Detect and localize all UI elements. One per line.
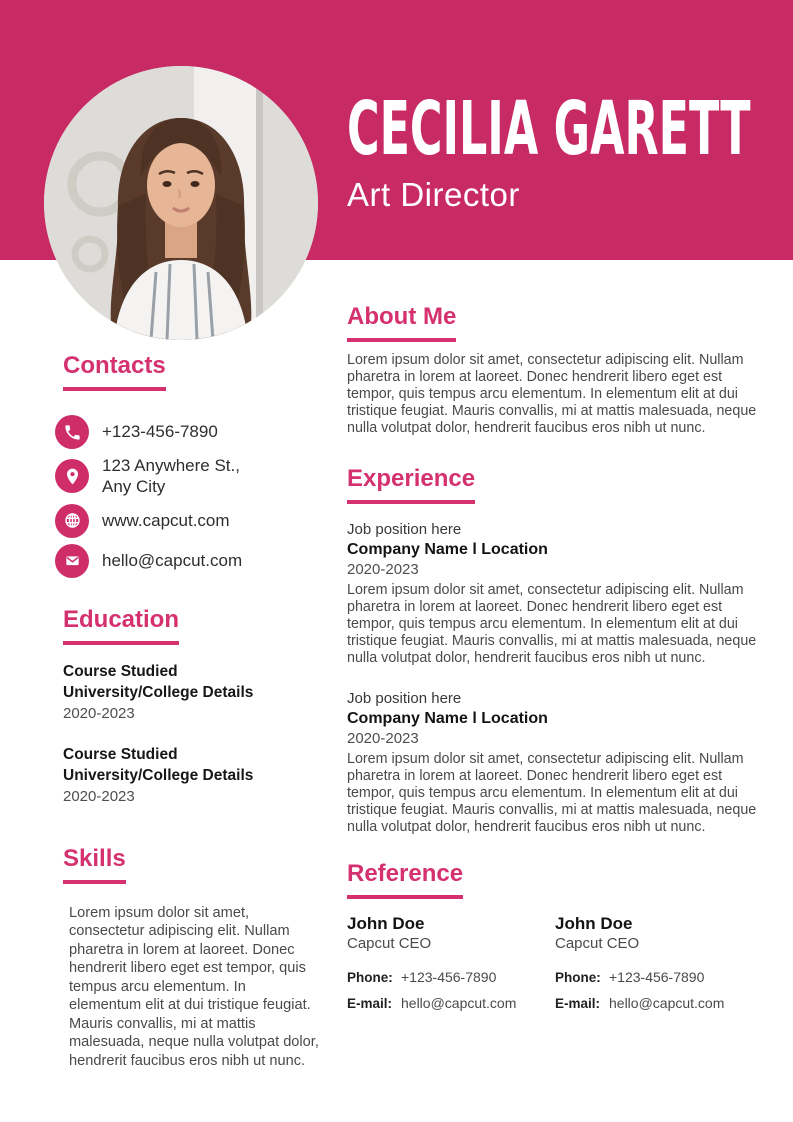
contact-phone-text: +123-456-7890: [102, 422, 218, 442]
reference-entry: [347, 913, 555, 1020]
person-title: Art Director: [347, 176, 520, 213]
job-years: 2020-2023: [347, 730, 419, 747]
reference-role: Capcut CEO: [555, 935, 640, 952]
education-course: Course Studied: [63, 662, 178, 680]
education-school: University/College Details: [63, 766, 254, 784]
globe-icon: [55, 504, 89, 538]
experience-entry: [347, 689, 769, 836]
about-heading: About Me: [347, 303, 456, 342]
header: [347, 86, 793, 214]
experience-entry: [347, 520, 769, 667]
contacts-heading: Contacts: [63, 352, 166, 391]
reference-email-row: [555, 994, 769, 1013]
education-entry: [63, 744, 325, 807]
contact-address-text: 123 Anywhere St., Any City: [102, 456, 240, 497]
contact-item-address: [55, 455, 325, 498]
skills-heading: Skills: [63, 845, 126, 884]
phone-label: Phone:: [555, 970, 601, 985]
skills-text: Lorem ipsum dolor sit amet, consectetur adipiscing elit. Nullam pharetra in lorem at laoreet. Donec hendrerit libero eget est tempor, quis tempus arcu elementum. In elementum elit at dui tristique feugiat. Mauris convallis, mi at mattis malesuada, neque nulla volutpat dolor, hendrerit faucibus eros nibh ut nunc.: [69, 904, 319, 1069]
email-value: hello@capcut.com: [609, 995, 725, 1011]
job-position: Job position here: [347, 690, 462, 707]
reference-contacts: [347, 968, 555, 1013]
reference-phone-row: [347, 968, 555, 987]
contact-item-website: [55, 504, 325, 538]
experience-heading: Experience: [347, 465, 475, 504]
job-description: Lorem ipsum dolor sit amet, consectetur adipiscing elit. Nullam pharetra in lorem at laoreet. Donec hendrerit libero eget est tempor, quis tempus arcu elementum. In elementum elit at dui tristique feugiat. Mauris convallis, mi at mattis malesuada, neque nulla volutpat dolor, hendrerit faucibus eros nibh ut nunc.: [347, 582, 757, 666]
phone-value: +123-456-7890: [401, 969, 497, 985]
phone-label: Phone:: [347, 970, 393, 985]
education-course: Course Studied: [63, 745, 178, 763]
education-years: 2020-2023: [63, 704, 135, 722]
person-name: CECILIA GARETT: [347, 86, 751, 172]
email-label: E-mail:: [347, 996, 393, 1011]
profile-photo-graphic: [44, 66, 318, 340]
about-section: [347, 295, 769, 437]
education-list: [63, 661, 325, 807]
education-heading: Education: [63, 606, 179, 645]
job-company: Company Name l Location: [347, 541, 548, 558]
contact-item-email: [55, 544, 325, 578]
reference-email-row: [347, 994, 555, 1013]
job-description: Lorem ipsum dolor sit amet, consectetur adipiscing elit. Nullam pharetra in lorem at laoreet. Donec hendrerit libero eget est tempor, quis tempus arcu elementum. In elementum elit at dui tristique feugiat. Mauris convallis, mi at mattis malesuada, neque nulla volutpat dolor, hendrerit faucibus eros nibh ut nunc.: [347, 751, 757, 835]
reference-role: Capcut CEO: [347, 935, 432, 952]
reference-section: [347, 836, 769, 1020]
location-icon: [55, 459, 89, 493]
reference-heading: Reference: [347, 860, 463, 899]
job-years: 2020-2023: [347, 561, 419, 578]
email-value: hello@capcut.com: [401, 995, 517, 1011]
reference-entry: [555, 913, 769, 1020]
phone-value: +123-456-7890: [609, 969, 705, 985]
main-column: [347, 295, 769, 1020]
phone-icon: [55, 415, 89, 449]
job-position: Job position here: [347, 521, 462, 538]
reference-list: [347, 913, 769, 1020]
email-icon: [55, 544, 89, 578]
reference-name: John Doe: [347, 914, 425, 933]
sidebar: [63, 352, 325, 1070]
experience-section: [347, 437, 769, 836]
about-text: Lorem ipsum dolor sit amet, consectetur adipiscing elit. Nullam pharetra in lorem at laoreet. Donec hendrerit libero eget est tempor, quis tempus arcu elementum. In elementum elit at dui tristique feugiat. Mauris convallis, mi at mattis malesuada, neque nulla volutpat dolor, hendrerit faucibus eros nibh ut nunc.: [347, 352, 757, 436]
reference-phone-row: [555, 968, 769, 987]
profile-photo: [44, 66, 318, 340]
skills-section: [63, 827, 325, 1071]
contact-item-phone: [55, 415, 325, 449]
education-school: University/College Details: [63, 683, 254, 701]
job-company: Company Name l Location: [347, 710, 548, 727]
email-label: E-mail:: [555, 996, 601, 1011]
contact-email-text: hello@capcut.com: [102, 550, 243, 570]
reference-contacts: [555, 968, 769, 1013]
education-entry: [63, 661, 325, 724]
contacts-list: [55, 415, 325, 578]
education-section: [63, 584, 325, 807]
contacts-section: [63, 352, 325, 578]
contact-website-text: www.capcut.com: [102, 510, 230, 530]
education-years: 2020-2023: [63, 787, 135, 805]
reference-name: John Doe: [555, 914, 633, 933]
